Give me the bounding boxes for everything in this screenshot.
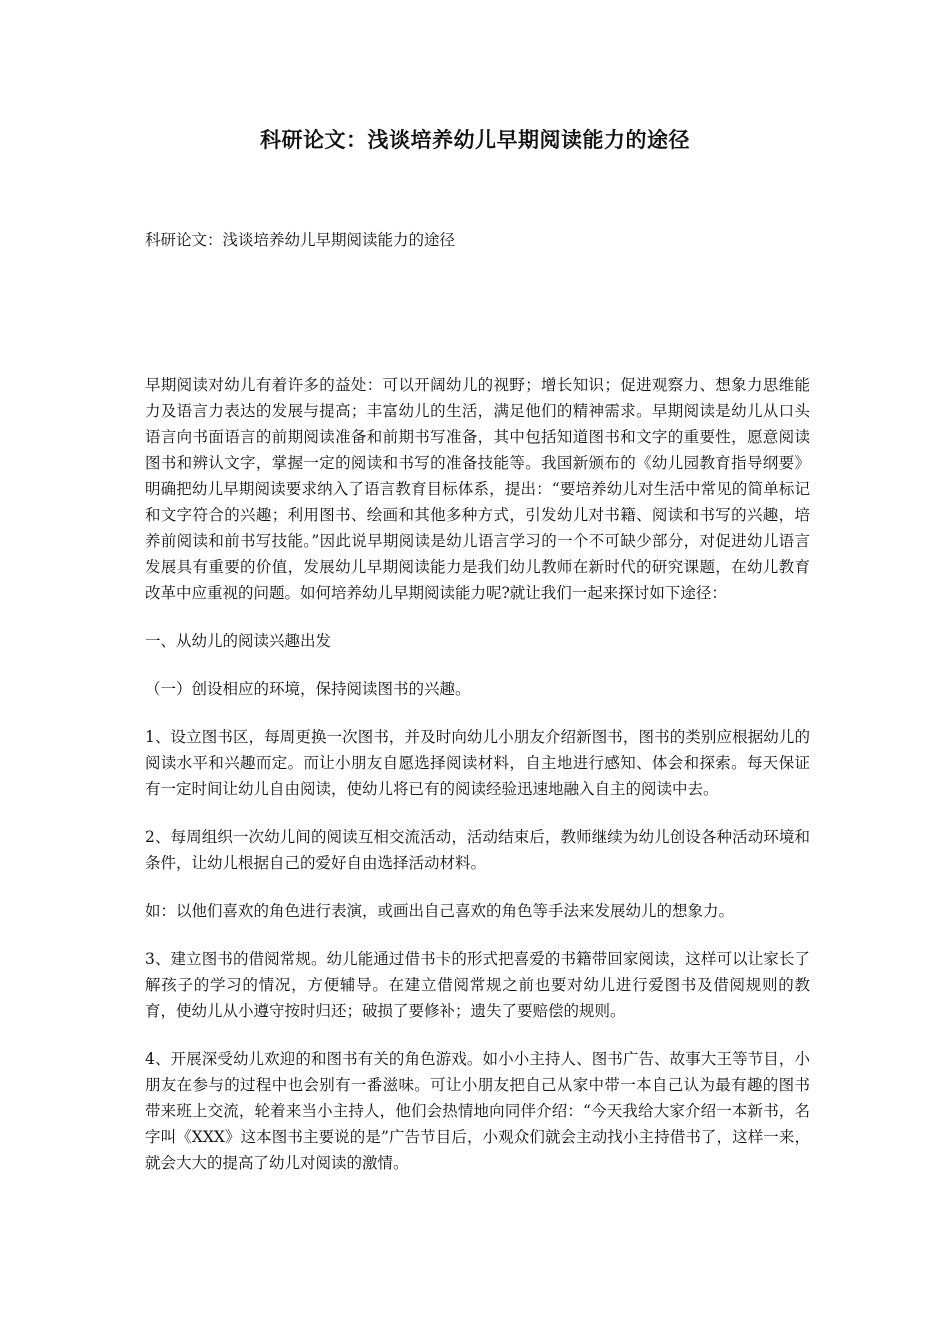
paragraph-example: 如：以他们喜欢的角色进行表演，或画出自己喜欢的角色等手法来发展幼儿的想象力。 (145, 902, 735, 920)
paragraph-item-3: 3、建立图书的借阅常规。幼儿能通过借书卡的形式把喜爱的书籍带回家阅读，这样可以让家长了解孩子的学习的情况，方便辅导。在建立借阅常规之前也要对幼儿进行爱图书及借阅规则的教育，使幼儿从小遵守按时归还；破损了要修补；遗失了要赔偿的规则。 (145, 950, 810, 1020)
paragraph-item-1: 1、设立图书区，每周更换一次图书，并及时向幼儿小朋友介绍新图书，图书的类别应根据幼儿的阅读水平和兴趣而定。而让小朋友自愿选择阅读材料，自主地进行感知、体会和探索。每天保证有一定时间让幼儿自由阅读，使幼儿将已有的阅读经验迅速地融入自主的阅读中去。 (145, 728, 810, 798)
subsection-heading-1: （一）创设相应的环境，保持阅读图书的兴趣。 (145, 680, 471, 698)
paragraph-item-2: 2、每周组织一次幼儿间的阅读互相交流活动，活动结束后，教师继续为幼儿创设各种活动环境和条件，让幼儿根据自己的爱好自由选择活动材料。 (145, 828, 810, 872)
document-title: 科研论文：浅谈培养幼儿早期阅读能力的途径 (260, 127, 690, 152)
paragraph-item-4: 4、开展深受幼儿欢迎的和图书有关的角色游戏。如小小主持人、图书广告、故事大王等节目，小朋友在参与的过程中也会别有一番滋味。可让小朋友把自己从家中带一本自己认为最有趣的图书带来班上交流，轮着来当小主持人，他们会热情地向同伴介绍：“今天我给大家介绍一本新书，名字叫《XXX》这本图书主要说的是”广告节目后，小观众们就会主动找小主持借书了，这样一来，就会大大的提高了幼儿对阅读的激情。 (145, 1050, 810, 1172)
paragraph-intro: 早期阅读对幼儿有着许多的益处：可以开阔幼儿的视野；增长知识；促进观察力、想象力思维能力及语言力表达的发展与提高；丰富幼儿的生活，满足他们的精神需求。早期阅读是幼儿从口头语言向书面语言的前期阅读准备和前期书写准备，其中包括知道图书和文字的重要性，愿意阅读图书和辨认文字，掌握一定的阅读和书写的准备技能等。我国新颁布的《幼儿园教育指导纲要》明确把幼儿早期阅读要求纳入了语言教育目标体系，提出：“要培养幼儿对生活中常见的简单标记和文字符合的兴趣；利用图书、绘画和其他多种方式，引发幼儿对书籍、阅读和书写的兴趣，培养前阅读和前书写技能。”因此说早期阅读是幼儿语言学习的一个不可缺少部分，对促进幼儿语言发展具有重要的价值，发展幼儿早期阅读能力是我们幼儿教师在新时代的研究课题，在幼儿教育改革中应重视的问题。如何培养幼儿早期阅读能力呢?就让我们一起来探讨如下途径： (145, 376, 810, 602)
document-subtitle: 科研论文：浅谈培养幼儿早期阅读能力的途径 (145, 231, 456, 249)
document-body (145, 372, 810, 1198)
section-heading-1: 一、从幼儿的阅读兴趣出发 (145, 632, 332, 650)
